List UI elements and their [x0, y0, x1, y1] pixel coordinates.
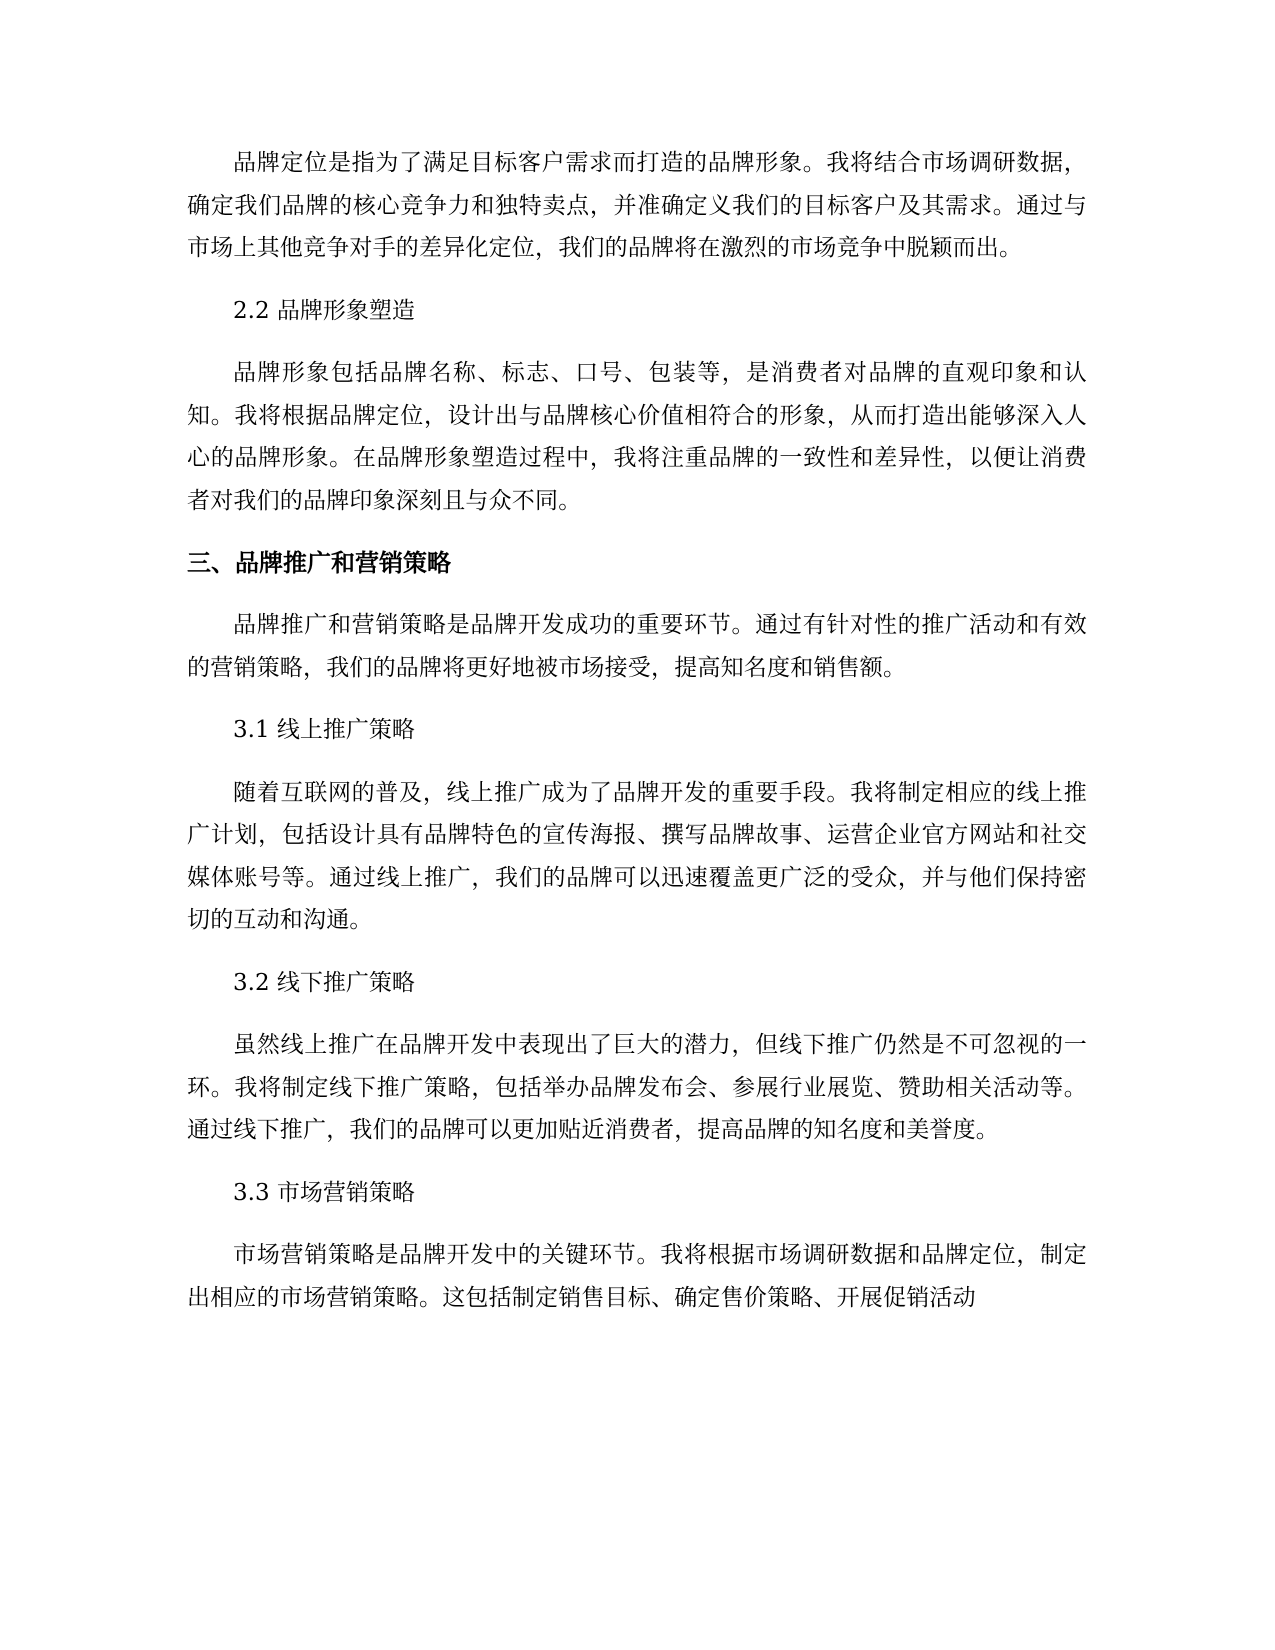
- paragraph-online-promotion: 随着互联网的普及，线上推广成为了品牌开发的重要手段。我将制定相应的线上推广计划，包括设计具有品牌特色的宣传海报、撰写品牌故事、运营企业官方网站和社交媒体账号等。通过线上推广，我们的品牌可以迅速覆盖更广泛的受众，并与他们保持密切的互动和沟通。: [187, 779, 1087, 933]
- subheading-2-2: 2.2 品牌形象塑造: [233, 297, 415, 324]
- paragraph-promotion-intro: 品牌推广和营销策略是品牌开发成功的重要环节。通过有针对性的推广活动和有效的营销策略，我们的品牌将更好地被市场接受，提高知名度和销售额。: [187, 612, 1087, 681]
- subheading-3-1: 3.1 线上推广策略: [233, 717, 415, 743]
- subheading-3-3: 3.3 市场营销策略: [233, 1179, 415, 1206]
- paragraph-brand-positioning: 品牌定位是指为了满足目标客户需求而打造的品牌形象。我将结合市场调研数据，确定我们品牌的核心竞争力和独特卖点，并准确定义我们的目标客户及其需求。通过与市场上其他竞争对手的差异化定位，我们的品牌将在激烈的市场竞争中脱颖而出。: [187, 150, 1087, 261]
- paragraph-offline-promotion: 虽然线上推广在品牌开发中表现出了巨大的潜力，但线下推广仍然是不可忽视的一环。我将制定线下推广策略，包括举办品牌发布会、参展行业展览、赞助相关活动等。通过线下推广，我们的品牌可以更加贴近消费者，提高品牌的知名度和美誉度。: [187, 1032, 1087, 1143]
- subheading-3-2: 3.2 线下推广策略: [233, 969, 415, 996]
- section-heading-3: 三、品牌推广和营销策略: [187, 549, 451, 577]
- paragraph-marketing-strategy: 市场营销策略是品牌开发中的关键环节。我将根据市场调研数据和品牌定位，制定出相应的市场营销策略。这包括制定销售目标、确定售价策略、开展促销活动: [187, 1242, 1087, 1311]
- paragraph-brand-image: 品牌形象包括品牌名称、标志、口号、包装等，是消费者对品牌的直观印象和认知。我将根据品牌定位，设计出与品牌核心价值相符合的形象，从而打造出能够深入人心的品牌形象。在品牌形象塑造过程中，我将注重品牌的一致性和差异性，以便让消费者对我们的品牌印象深刻且与众不同。: [187, 360, 1087, 514]
- document-body: [187, 142, 1087, 1339]
